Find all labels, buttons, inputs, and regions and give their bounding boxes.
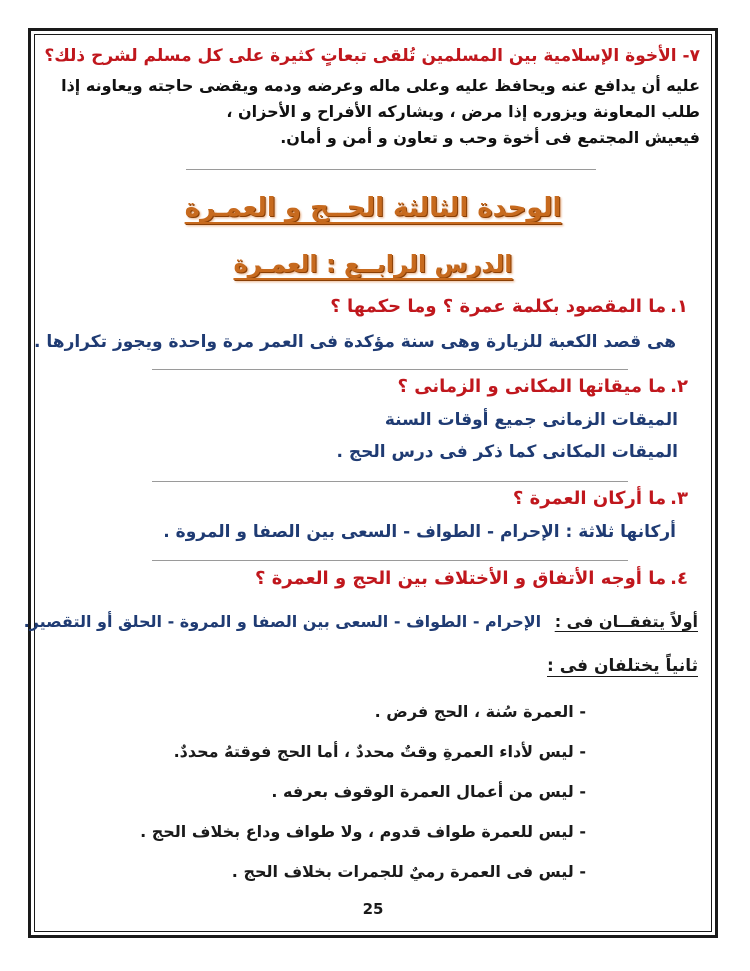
divider — [152, 560, 628, 561]
question-1: ١.ما المقصود بكلمة عمرة ؟ وما حكمها ؟ — [330, 296, 688, 317]
difference-item: - العمرة سُنة ، الحج فرض . — [374, 702, 586, 721]
agreement-label: أولاً يتفقــان فى : — [554, 612, 698, 631]
question-7-answer-line-3: فيعيش المجتمع فى أخوة وحب و تعاون و أمن و أمان. — [280, 128, 700, 147]
question-7-title — [44, 46, 700, 66]
divider — [152, 481, 628, 482]
difference-item: - ليس فى العمرة رميٌ للجمرات بخلاف الحج . — [231, 862, 586, 881]
question-4: ٤.ما أوجه الأتفاق و الأختلاف بين الحج و العمرة ؟ — [255, 568, 688, 589]
difference-label: ثانياً يختلفان فى : — [547, 656, 698, 676]
question-7-answer-line-2: طلب المعاونة ويزوره إذا مرض ، ويشاركه الأفراح و الأحزان ، — [226, 102, 700, 121]
answer-3: أركانها ثلاثة : الإحرام - الطواف - السعى بين الصفا و المروة . — [163, 522, 676, 542]
page-number: 25 — [362, 900, 384, 918]
unit-title: الوحدة الثالثة الحــج و العمـرة — [184, 193, 562, 223]
question-7-text: الأخوة الإسلامية بين المسلمين تُلقى تبعاتٍ كثيرة على كل مسلم لشرح ذلك؟ — [44, 46, 677, 66]
divider — [186, 169, 596, 170]
question-7-answer-line-1: عليه أن يدافع عنه ويحافظ عليه وعلى ماله وعرضه ودمه ويقضى حاجته ويعاونه إذا — [61, 76, 700, 95]
lesson-title: الدرس الرابــع : العمـرة — [233, 250, 513, 278]
difference-item: - ليس للعمرة طواف قدوم ، ولا طواف وداع بخلاف الحج . — [140, 822, 586, 841]
answer-2-line-2: الميقات المكانى كما ذكر فى درس الحج . — [336, 442, 678, 462]
agreement-text: الإحرام - الطواف - السعى بين الصفا و المروة - الحلق أو التقصير. — [23, 612, 542, 631]
answer-1: هى قصد الكعبة للزيارة وهى سنة مؤكدة فى العمر مرة واحدة ويجوز تكرارها . — [34, 332, 676, 352]
question-3: ٣.ما أركان العمرة ؟ — [512, 488, 688, 509]
agreement-line — [24, 612, 698, 631]
question-2: ٢.ما ميقاتها المكانى و الزمانى ؟ — [397, 376, 688, 397]
document-page — [23, 38, 706, 928]
divider — [152, 369, 628, 370]
question-7-number: ٧- — [682, 46, 700, 66]
difference-item: - ليس من أعمال العمرة الوقوف بعرفه . — [271, 782, 586, 801]
difference-item: - ليس لأداء العمرةِ وقتٌ محددٌ ، أما الحج فوقتهُ محددٌ. — [173, 742, 586, 761]
answer-2-line-1: الميقات الزمانى جميع أوقات السنة — [384, 410, 678, 430]
